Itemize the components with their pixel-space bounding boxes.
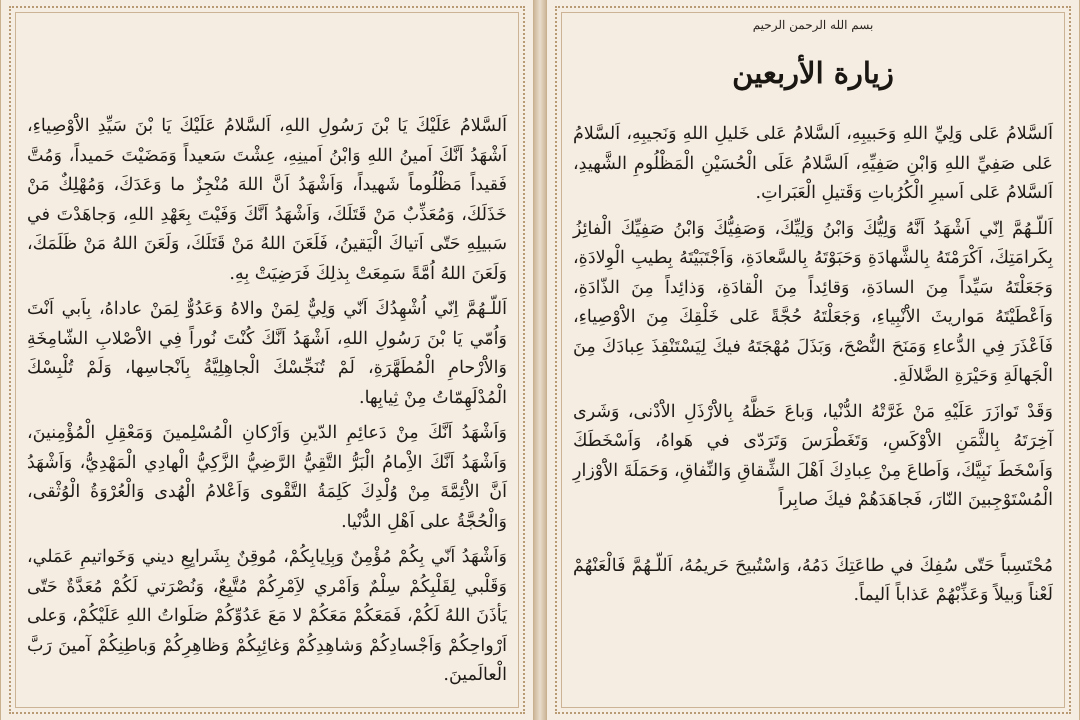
right-page <box>546 0 1080 720</box>
left-page <box>0 0 534 720</box>
paragraph: اَللّـهُمَّ اِنّي اَشْهَدُ اَنَّهُ وَلِيُّكَ وَابْنُ وَلِيِّكَ، وَصَفِيُّكَ وَابْنُ صَفِيِّكَ الْفائِزُ بِكَرامَتِكَ، اَكْرَمْتَهُ بِالشَّهادَةِ وَحَبَوْتَهُ بِالسَّعادَةِ، وَاَجْتَبَيْتَهُ بِطيبِ الْوِلادَةِ، وَجَعَلْتَهُ سَيِّداً مِنَ السادَةِ، وَقائِداً مِنَ الْقادَةِ، وَذائِداً مِنَ الذّادَةِ، وَاَعْطَيْتَهُ مَواريثَ الاَْنْبِياءِ، وَجَعَلْتَهُ حُجَّةً عَلى خَلْقِكَ مِنَ الاَْوْصِياءِ، فَاَعْذَرَ فِي الدُّعاءِ وَمَنَحَ النُّصْحَ، وَبَذَلَ مُهْجَتَهُ فيكَ لِيَسْتَنْقِذَ عِبادَكَ مِنَ الْجَهالَةِ وَحَيْرَةِ الضَّلالَةِ. <box>573 218 1053 386</box>
paragraph: اَلسَّلامُ عَلَيْكَ يَا بْنَ رَسُولِ اللهِ، اَلسَّلامُ عَلَيْكَ يَا بْنَ سَيِّدِ الاَْوْصِياءِ، اَشْهَدُ اَنَّكَ اَمينُ اللهِ وَابْنُ اَمينِهِ، عِشْتَ سَعيداً وَمَضَيْتَ حَميداً، وَمُتَّ فَقيداً مَظْلُوماً شَهيداً، وَاَشْهَدُ اَنَّ اللهَ مُنْجِزٌ ما وَعَدَكَ، وَمُهْلِكٌ مَنْ خَذَلَكَ، وَمُعَذِّبٌ مَنْ قَتَلَكَ، وَاَشْهَدُ اَنَّكَ وَفَيْتَ بِعَهْدِ اللهِ، وَجاهَدْتَ في سَبيلِهِ حَتّى اَتياكَ الْيَقينُ، فَلَعَنَ اللهُ مَنْ قَتَلَكَ، وَلَعَنَ اللهُ مَنْ ظَلَمَكَ، وَلَعَنَ اللهُ اُمَّةً سَمِعَتْ بِذلِكَ فَرَضِيَتْ بِهِ. <box>27 116 507 284</box>
book-gutter <box>534 0 546 720</box>
paragraph: وَاَشْهَدُ اَنَّكَ مِنْ دَعائِمِ الدّينِ وَاَرْكانِ الْمُسْلِمينَ وَمَعْقِلِ الْمُؤْمِنينَ، وَاَشْهَدُ اَنَّكَ الاِْمامُ الْبَرُّ التَّقِيُّ الرَّضِيُّ الزَّكِيُّ الْهادِي الْمَهْدِيُّ، وَاَشْهَدُ اَنَّ الاَْئِمَّةَ مِنْ وُلْدِكَ كَلِمَةُ التَّقْوى وَاَعْلامُ الْهُدى وَالْعُرْوَةُ الْوُثْقى، وَالْحُجَّةُ على اَهْلِ الدُّنْيا. <box>27 423 507 532</box>
page-title: زيارة الأربعين <box>732 56 894 90</box>
paragraph: اَللّـهُمَّ اِنّي اُشْهِدُكَ اَنّي وَلِيٌّ لِمَنْ والاهُ وَعَدُوٌّ لِمَنْ عاداهُ، بِاَبي اَنْتَ وَاُمّي يَا بْنَ رَسُولِ اللهِ، اَشْهَدُ اَنَّكَ كُنْتَ نُوراً فِي الاَْصْلابِ الشّامِخَةِ وَالاَْرْحامِ الْمُطَهَّرَةِ، لَمْ تُنَجِّسْكَ الْجاهِلِيَّةُ بِاَنْجاسِها، وَلَمْ تُلْبِسْكَ الْمُدْلَهِمّاتُ مِنْ ثِيابِها. <box>27 299 507 408</box>
right-page-text <box>573 120 1053 617</box>
paragraph: وَاَشْهَدُ اَنّي بِكُمْ مُؤْمِنٌ وَبِاِيابِكُمْ، مُوقِنٌ بِشَرايِعِ ديني وَخَواتيمِ عَمَلي، وَقَلْبي لِقَلْبِكُمْ سِلْمٌ وَاَمْري لاَِمْرِكُمْ مُتَّبِعٌ، وَنُصْرَتي لَكُمْ مُعَدَّةٌ حَتّى يَأذَنَ اللهُ لَكُمْ، فَمَعَكُمْ مَعَكُمْ لا مَعَ عَدُوِّكُمْ صَلَواتُ اللهِ عَلَيْكُمْ، وَعلى اَرْواحِكُمْ وَاَجْسادِكُمْ وَشاهِدِكُمْ وَغائِبِكُمْ وَظاهِرِكُمْ وَباطِنِكُمْ آمينَ رَبَّ الْعالَمينَ. <box>27 547 507 685</box>
paragraph: اَلسَّلامُ عَلى وَلِيِّ اللهِ وَحَبيبِهِ، اَلسَّلامُ عَلى خَليلِ اللهِ وَنَجيبِهِ، اَلسَّلامُ عَلى صَفِيِّ اللهِ وَابْنِ صَفِيِّهِ، اَلسَّلامُ عَلَى الْحُسَيْنِ الْمَظْلُومِ الشَّهيدِ، اَلسَّلامُ عَلى اَسيرِ الْكُرُباتِ وَقَتيلِ الْعَبَراتِ. <box>573 124 1053 203</box>
paragraph: وَقَدْ تَوازَرَ عَلَيْهِ مَنْ غَرَّتْهُ الدُّنْيا، وَباعَ حَظَّهُ بِالاَْرْذَلِ الاَْدْنى، وَشَرى آخِرَتَهُ بِالثَّمَنِ الاَْوْكَسِ، وَتَغَطْرَسَ وَتَرَدّى في هَواهُ، وَاَسْخَطَكَ وَاَسْخَطَ نَبِيَّكَ، وَاَطاعَ مِنْ عِبادِكَ اَهْلَ الشِّقاقِ وَالنِّفاقِ، وَحَمَلَةَ الاَْوْزارِ الْمُسْتَوْجِبينَ النّارَ، فَجاهَدَهُمْ فيكَ صابِراً <box>573 401 1053 510</box>
paragraph: مُحْتَسِباً حَتّى سُفِكَ في طاعَتِكَ دَمُهُ، وَاسْتُبيحَ حَريمُهُ، اَللّـهُمَّ فَالْعَنْهُمْ لَعْناً وَبيلاً وَعَذِّبْهُمْ عَذاباً اَليماً. <box>573 555 1053 605</box>
paragraph-spacer <box>573 522 1053 552</box>
left-page-text <box>27 112 507 697</box>
basmala: بسم الله الرحمن الرحيم <box>752 18 874 32</box>
